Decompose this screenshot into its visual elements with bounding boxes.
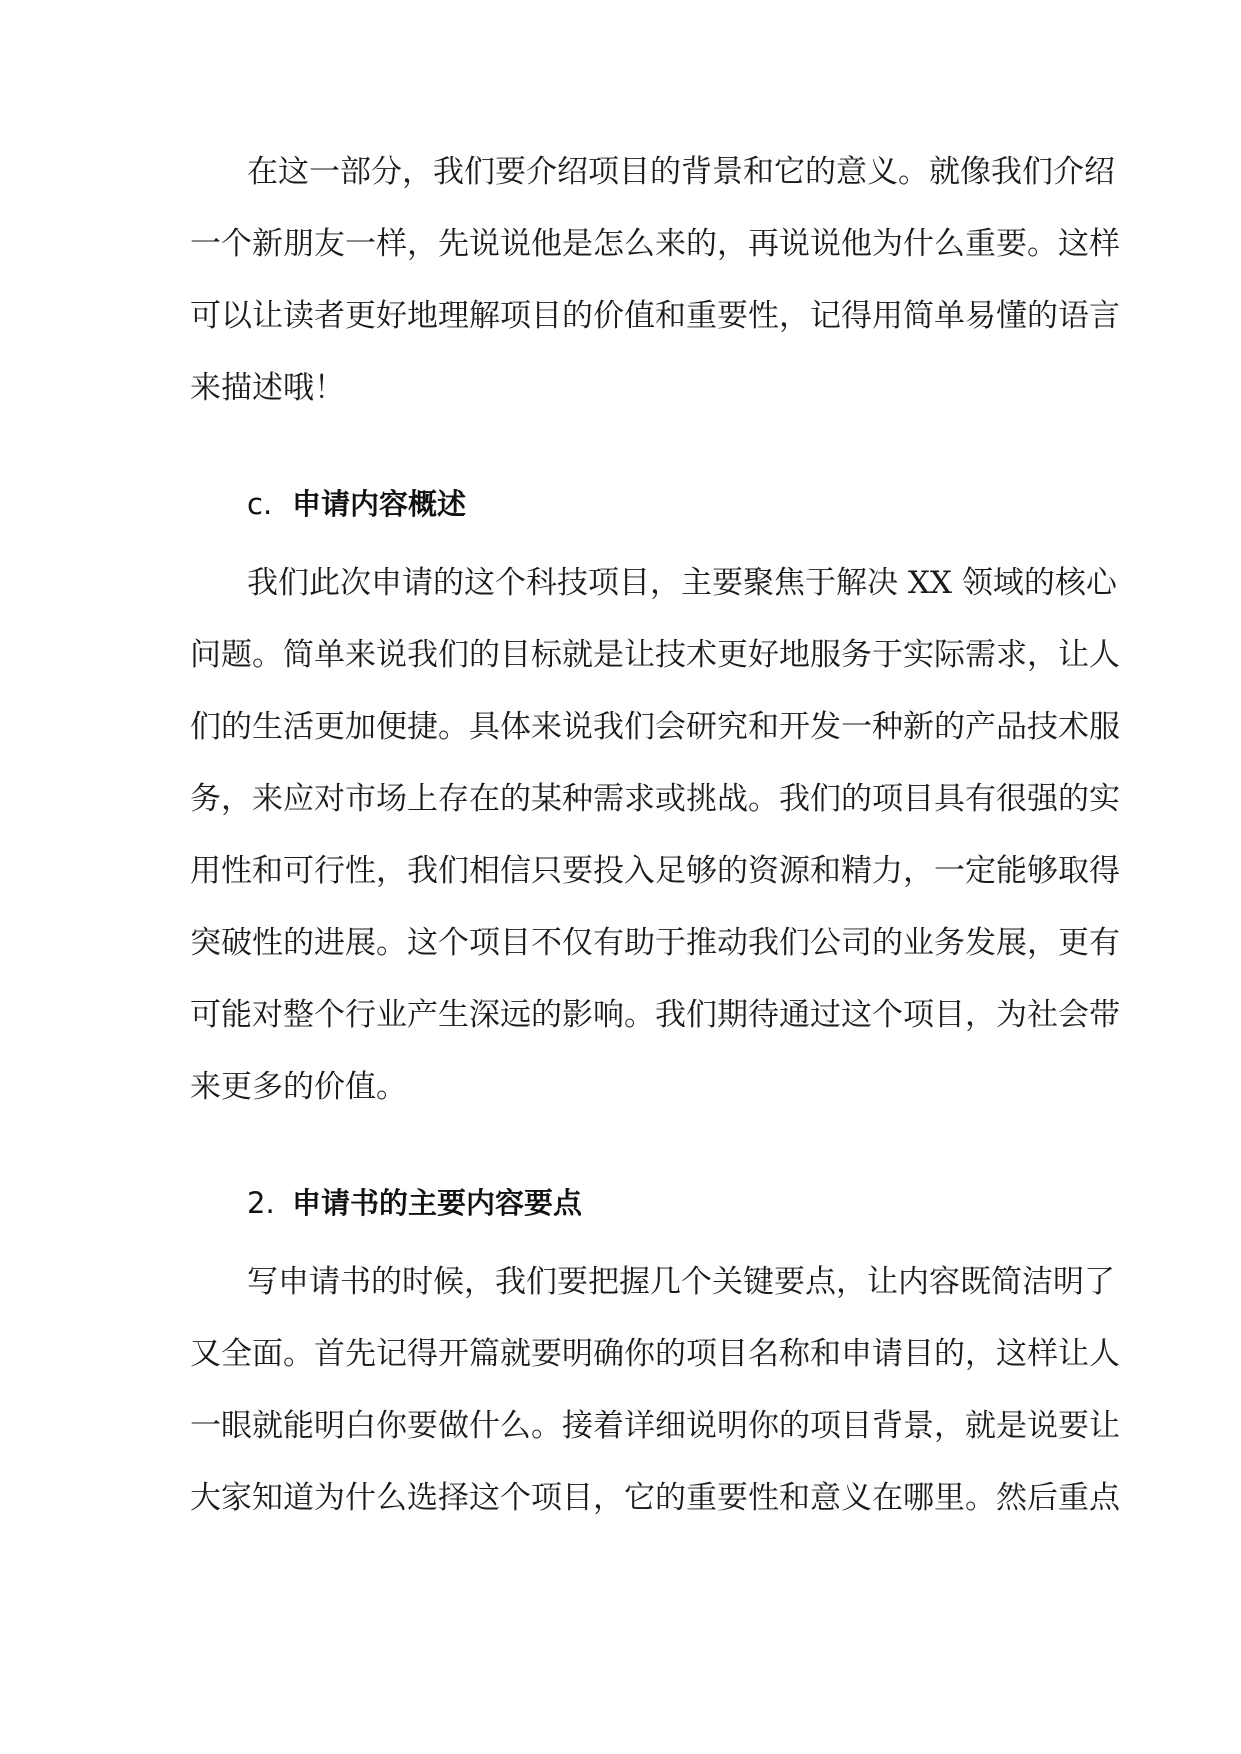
heading-marker: c. — [247, 487, 273, 521]
paragraph-line: 我们此次申请的这个科技项目，主要聚焦于解决 XX 领域的核心 — [247, 565, 1117, 601]
paragraph-line: 又全面。首先记得开篇就要明确你的项目名称和申请目的，这样让人 — [190, 1336, 1120, 1372]
paragraph-line: 一个新朋友一样，先说说他是怎么来的，再说说他为什么重要。这样 — [190, 226, 1120, 262]
heading-title: 申请内容概述 — [292, 487, 467, 521]
paragraph-line: 们的生活更加便捷。具体来说我们会研究和开发一种新的产品技术服 — [190, 709, 1120, 745]
paragraph-line: 来描述哦！ — [190, 370, 345, 406]
paragraph-line: 可能对整个行业产生深远的影响。我们期待通过这个项目，为社会带 — [190, 997, 1120, 1033]
paragraph-line: 用性和可行性，我们相信只要投入足够的资源和精力，一定能够取得 — [190, 853, 1120, 889]
paragraph-line: 写申请书的时候，我们要把握几个关键要点，让内容既简洁明了 — [247, 1264, 1115, 1300]
paragraph-line: 可以让读者更好地理解项目的价值和重要性，记得用简单易懂的语言 — [190, 298, 1120, 334]
heading-marker: 2. — [247, 1186, 275, 1220]
heading-title: 申请书的主要内容要点 — [292, 1186, 583, 1220]
paragraph-line: 一眼就能明白你要做什么。接着详细说明你的项目背景，就是说要让 — [190, 1408, 1120, 1444]
paragraph-line: 来更多的价值。 — [190, 1069, 407, 1105]
paragraph-line: 务，来应对市场上存在的某种需求或挑战。我们的项目具有很强的实 — [190, 781, 1120, 817]
section-heading-c — [247, 484, 466, 524]
paragraph-line: 突破性的进展。这个项目不仅有助于推动我们公司的业务发展，更有 — [190, 925, 1120, 961]
section-heading-2 — [247, 1183, 582, 1223]
paragraph-line: 问题。简单来说我们的目标就是让技术更好地服务于实际需求，让人 — [190, 637, 1120, 673]
paragraph-line: 在这一部分，我们要介绍项目的背景和它的意义。就像我们介绍 — [247, 154, 1115, 190]
paragraph-line: 大家知道为什么选择这个项目，它的重要性和意义在哪里。然后重点 — [190, 1480, 1120, 1516]
